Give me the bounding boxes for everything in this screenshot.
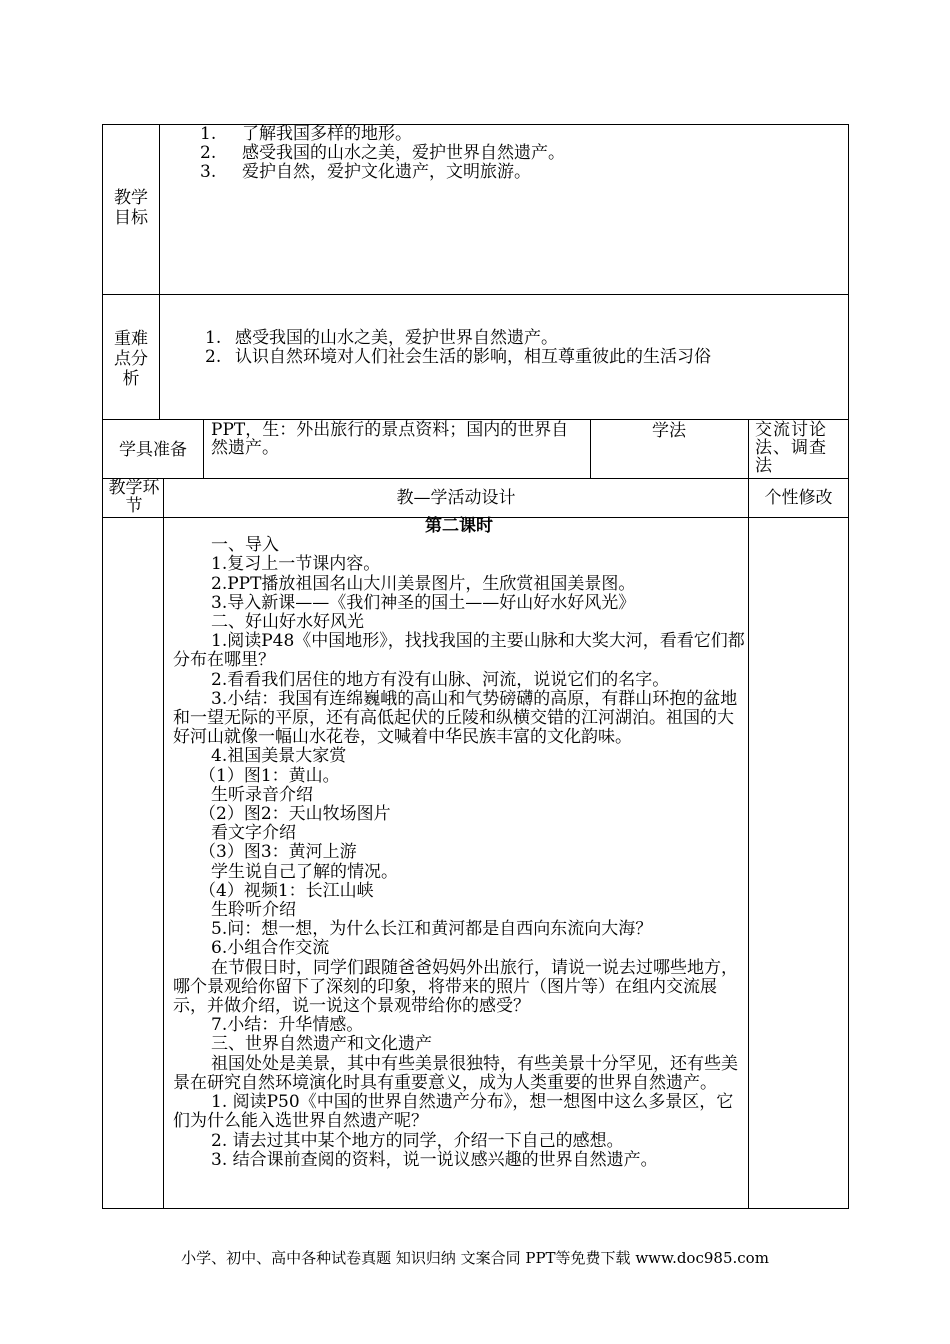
- list-item: 2. 请去过其中某个地方的同学，介绍一下自己的感想。: [211, 1130, 624, 1151]
- list-item: 1. 感受我国的山水之美，爱护世界自然遗产。: [205, 328, 558, 348]
- column-divider: [748, 419, 749, 1209]
- list-item: 1.复习上一节课内容。: [211, 554, 381, 575]
- list-item: 2.看看我们居住的地方有没有山脉、河流，说说它们的名字。: [211, 669, 670, 690]
- list-item: 7.小结：升华情感。: [211, 1015, 364, 1036]
- list-item: 5.问：想一想，为什么长江和黄河都是自西向东流向大海？: [211, 919, 653, 940]
- list-item: 1. 了解我国多样的地形。: [200, 124, 412, 144]
- design-label: 教—学活动设计: [396, 488, 516, 508]
- list-item: 祖国处处是美景，其中有些美景很独特，有些美景十分罕见，还有些美景在研究自然环境演化时具有重要意义，成为人类重要的世界自然遗产。: [173, 1053, 738, 1093]
- table-border-left: [102, 124, 103, 1209]
- list-item: 生聆听介绍: [211, 900, 296, 921]
- objectives-label: 教学目标: [114, 188, 148, 228]
- list-item: 1. 阅读P50《中国的世界自然遗产分布》，想一想图中这么多景区，它们为什么能入选世界自然遗产呢？: [173, 1092, 734, 1132]
- method-label: 学法: [652, 421, 686, 441]
- list-item: 生听录音介绍: [211, 784, 313, 805]
- lesson-title: 第二课时: [425, 516, 493, 536]
- list-item: 2.PPT播放祖国名山大川美景图片，生欣赏祖国美景图。: [211, 573, 636, 594]
- list-item: （4）视频1：长江山峡: [199, 880, 374, 901]
- list-item: 2. 认识自然环境对人们社会生活的影响，相互尊重彼此的生活习俗: [205, 347, 711, 367]
- method-text: 交流讨论法、调查法: [755, 420, 827, 476]
- objectives-list: [200, 125, 800, 182]
- key-points-list: [205, 329, 825, 367]
- page-footer: 小学、初中、高中各种试卷真题 知识归纳 文案合同 PPT等免费下载 www.doc985.com: [181, 1249, 769, 1267]
- list-item: 6.小组合作交流: [211, 938, 330, 959]
- list-item: （2）图2：天山牧场图片: [199, 804, 391, 825]
- list-item: 3.导入新课——《我们神圣的国土——好山好水好风光》: [211, 592, 636, 613]
- row-divider: [102, 294, 849, 295]
- list-item: （1）图1：黄山。: [199, 765, 340, 786]
- list-item: 3. 爱护自然，爱护文化遗产，文明旅游。: [200, 162, 531, 182]
- table-border-right: [848, 124, 849, 1209]
- stage-label: 教学环节: [108, 478, 160, 516]
- section-heading: 二、好山好水好风光: [211, 612, 364, 633]
- list-item: 学生说自己了解的情况。: [211, 861, 398, 882]
- list-item: 在节假日时，同学们跟随爸爸妈妈外出旅行，请说一说去过哪些地方，哪个景观给你留下了深刻的印象，将带来的照片（图片等）在组内交流展示，并做介绍，说一说这个景观带给你的感受？: [173, 957, 738, 1017]
- section-heading: 三、世界自然遗产和文化遗产: [211, 1034, 432, 1055]
- list-item: 2. 感受我国的山水之美，爱护世界自然遗产。: [200, 143, 565, 163]
- tools-label: 学具准备: [119, 440, 187, 460]
- list-item: 看文字介绍: [211, 823, 296, 844]
- list-item: 3. 结合课前查阅的资料，说一说议感兴趣的世界自然遗产。: [211, 1149, 658, 1170]
- key-points-label: 重难点分析: [114, 329, 148, 389]
- column-divider: [159, 124, 160, 419]
- column-divider: [590, 419, 591, 478]
- lesson-content: [173, 517, 745, 1170]
- column-divider: [203, 419, 204, 478]
- list-item: 4.祖国美景大家赏: [211, 746, 347, 767]
- table-border-bottom: [102, 1208, 849, 1209]
- tools-text: PPT，生：外出旅行的景点资料；国内的世界自然遗产。: [211, 420, 569, 458]
- section-heading: 一、导入: [211, 535, 279, 556]
- column-divider: [163, 478, 164, 1209]
- list-item: 3.小结：我国有连绵巍峨的高山和气势磅礴的高原，有群山环抱的盆地和一望无际的平原，还有高低起伏的丘陵和纵横交错的江河湖泊。祖国的大好河山就像一幅山水花卷，文喊着中华民族丰富的文化韵味。: [173, 688, 738, 748]
- list-item: 1.阅读P48《中国地形》，找找我国的主要山脉和大奖大河，看看它们都分布在哪里？: [173, 631, 745, 671]
- list-item: （3）图3：黄河上游: [199, 842, 357, 863]
- row-divider: [102, 478, 849, 479]
- modify-label: 个性修改: [764, 488, 833, 508]
